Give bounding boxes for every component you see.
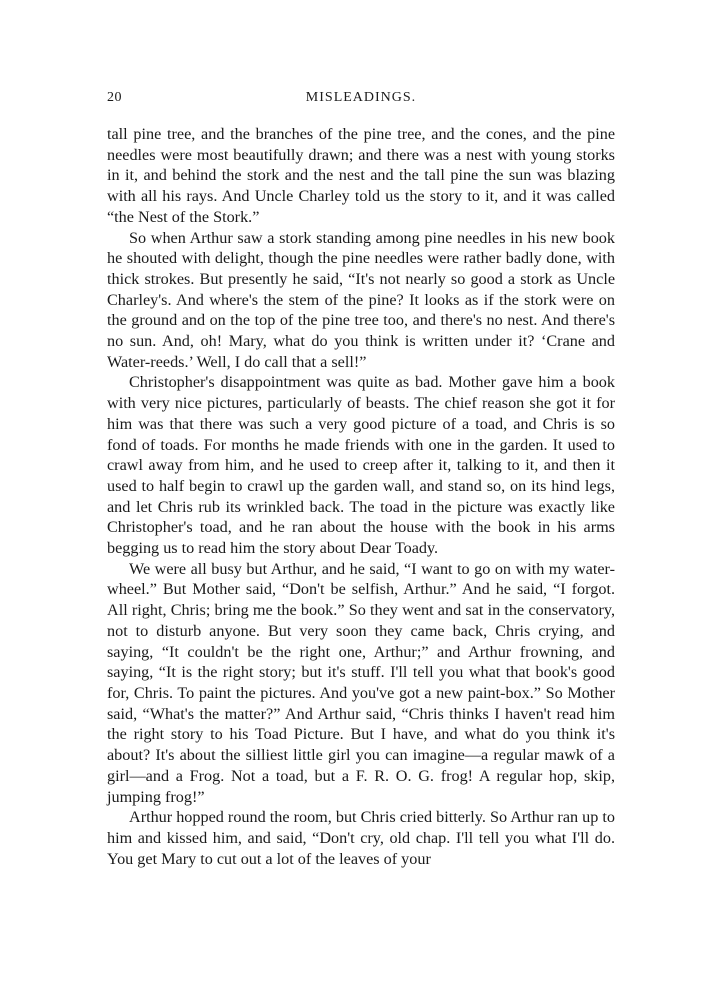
paragraph: So when Arthur saw a stork standing among pine needles in his new book he shouted with delight, though the pine needles were rather badly done, with thick strokes. But presently he said, “It's not nearly so good a stork as Uncle Charley's. And where's the stem of the pine? It looks as if the stork were on the ground and on the top of the pine tree too, and there's no nest. And there's no sun. And, oh! Mary, what do you think is written under it? ‘Crane and Water-reeds.’ Well, I do call that a sell!”: [107, 228, 615, 371]
paragraph: We were all busy but Arthur, and he said, “I want to go on with my water-wheel.” But Mother said, “Don't be selfish, Arthur.” And he said, “I forgot. All right, Chris; bring me the book.” So they went and sat in the conservatory, not to disturb anyone. But very soon they came back, Chris crying, and saying, “It couldn't be the right one, Arthur;” and Arthur frowning, and saying, “It is the right story; but it's stuff. I'll tell you what that book's good for, Chris. To paint the pictures. And you've got a new paint-box.” So Mother said, “What's the matter?” And Arthur said, “Chris thinks I haven't read him the right story to his Toad Picture. But I have, and what do you think it's about? It's about the silliest little girl you can imagine—a regular mawk of a girl—and a Frog. Not a toad, but a F. R. O. G. frog! A regular hop, skip, jumping frog!”: [107, 559, 615, 806]
paragraph: Christopher's disappointment was quite as bad. Mother gave him a book with very nice pictures, particularly of beasts. The chief reason she got it for him was that there was such a very good picture of a toad, and Chris is so fond of toads. For months he made friends with one in the garden. It used to crawl away from him, and he used to creep after it, talking to it, and then it used to half begin to crawl up the garden wall, and stand so, on its hind legs, and let Chris rub its wrinkled back. The toad in the picture was exactly like Christopher's toad, and he ran about the house with the book in his arms begging us to read him the story about Dear Toady.: [107, 373, 615, 558]
running-title: MISLEADINGS.: [305, 90, 417, 105]
page-header: [107, 90, 615, 110]
paragraph: Arthur hopped round the room, but Chris cried bitterly. So Arthur ran up to him and kissed him, and said, “Don't cry, old chap. I'll tell you what I'll do. You get Mary to cut out a lot of the leaves of your: [107, 808, 615, 868]
body-text: [107, 124, 615, 869]
page-number: 20: [107, 90, 122, 105]
paragraph: tall pine tree, and the branches of the pine tree, and the cones, and the pine needles were most beautifully drawn; and there was a nest with young storks in it, and behind the stork and the nest and the tall pine the sun was blazing with all his rays. And Uncle Charley told us the story to it, and it was called “the Nest of the Stork.”: [107, 125, 615, 226]
